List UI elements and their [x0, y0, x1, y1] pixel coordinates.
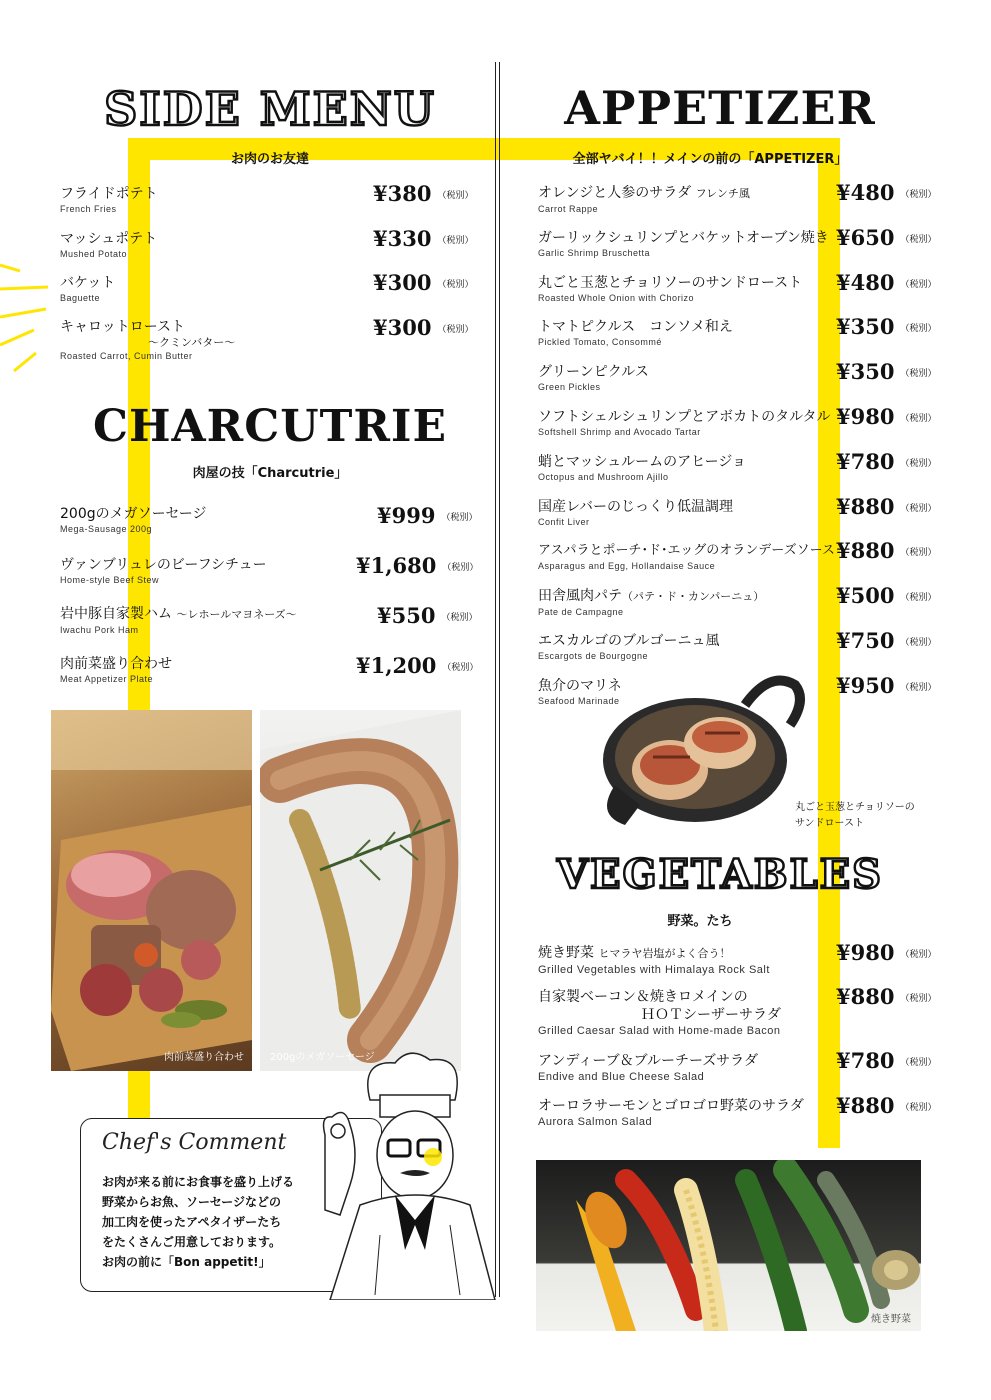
app-item-4: [538, 363, 649, 393]
app-price-5: ¥980 （税別）: [836, 404, 937, 429]
item-name: オレンジと人参のサラダ フレンチ風: [538, 185, 750, 201]
meat-plate-illustration: [51, 710, 252, 1071]
item-name: トマトピクルス コンソメ和え: [538, 319, 733, 335]
item-name-en: French Fries: [60, 204, 117, 214]
charc-item-ham: [60, 605, 297, 636]
app-item-10: [538, 632, 719, 662]
item-name-sub: ＨＯＴシーザーサラダ: [641, 1007, 781, 1023]
side-price-carrot: ¥300 （税別）: [373, 315, 474, 340]
item-name-en: Pate de Campagne: [538, 607, 624, 617]
charcutrie-title: CHARCUTRIE: [92, 401, 448, 452]
item-name: 200gのメガソーセージ: [60, 506, 207, 522]
app-item-1: [538, 229, 829, 259]
item-name-en: Iwachu Pork Ham: [60, 625, 139, 635]
item-name: 肉前菜盛り合わせ: [60, 656, 172, 672]
app-price-2: ¥480 （税別）: [836, 270, 937, 295]
meat-plate-caption: 肉前菜盛り合わせ: [164, 1052, 244, 1063]
onion-skillet-caption: [795, 800, 915, 832]
app-item-6: [538, 453, 746, 483]
veg-item-1: [538, 988, 781, 1038]
item-name: ヴァンブリュレのビーフシチュー: [60, 557, 267, 573]
item-name-en: Mushed Potato: [60, 249, 128, 259]
side-price-baguette: ¥300 （税別）: [373, 270, 474, 295]
appetizer-subtitle: 全部ヤバイ！！メインの前の「APPETIZER」: [572, 152, 848, 167]
app-price-3: ¥350 （税別）: [836, 314, 937, 339]
app-item-0: [538, 184, 750, 215]
app-item-8: [538, 542, 835, 572]
side-price-fries: ¥380 （税別）: [373, 181, 474, 206]
veg-item-3: [538, 1097, 804, 1129]
onion-skillet-photo: [595, 665, 815, 835]
chef-comment-line: をたくさんご用意しております。: [102, 1235, 282, 1249]
item-name-en: Green Pickles: [538, 382, 601, 392]
charc-price-stew: ¥1,680 （税別）: [356, 553, 479, 578]
item-name: 焼き野菜 ヒマラヤ岩塩がよく合う！: [538, 945, 731, 961]
chef-comment-title: Chef's Comment: [102, 1130, 287, 1155]
vegetables-title: VEGETABLES: [556, 851, 884, 898]
item-name: 国産レバーのじっくり低温調理: [538, 499, 734, 515]
grilled-vegetables-illustration: [536, 1160, 921, 1331]
burst-lines-decor: [0, 255, 60, 375]
item-name-en: Aurora Salmon Salad: [538, 1116, 653, 1128]
charc-price-ham: ¥550 （税別）: [377, 603, 478, 628]
item-name-en: Confit Liver: [538, 517, 590, 527]
item-name-en: Seafood Marinade: [538, 696, 620, 706]
veg-price-2: ¥780 （税別）: [836, 1048, 937, 1073]
onion-caption-line: 丸ごと玉葱とチョリソーの: [795, 802, 915, 813]
item-name: マッシュポテト: [60, 231, 158, 247]
side-item-carrot: [60, 318, 235, 362]
side-menu-title: SIDE MENU: [104, 82, 436, 136]
item-name: ガーリックシュリンプとバケットオーブン焼き: [538, 230, 829, 246]
chef-comment-line: お肉の前に「Bon appetit!」: [102, 1255, 271, 1269]
chef-comment-line: 加工肉を使ったアペタイザーたち: [102, 1215, 282, 1229]
sausage-illustration: [260, 710, 461, 1071]
item-name-en: Mega-Sausage 200g: [60, 524, 153, 534]
item-name-en: Baguette: [60, 293, 101, 303]
item-name-en: Grilled Caesar Salad with Home-made Bacon: [538, 1025, 781, 1037]
chef-illustration: [300, 1045, 500, 1300]
item-name-en: Garlic Shrimp Bruschetta: [538, 248, 651, 258]
item-name-en: Softshell Shrimp and Avocado Tartar: [538, 427, 701, 437]
vegetables-subtitle: 野菜。たち: [667, 914, 733, 929]
app-price-7: ¥880 （税別）: [836, 494, 937, 519]
sausage-caption: 200gのメガソーセージ: [270, 1052, 375, 1063]
veg-price-3: ¥880 （税別）: [836, 1093, 937, 1118]
app-price-10: ¥750 （税別）: [836, 628, 937, 653]
app-item-2: [538, 274, 802, 304]
item-name-en: Pickled Tomato, Consommé: [538, 337, 662, 347]
app-item-5: [538, 408, 831, 438]
app-price-0: ¥480 （税別）: [836, 180, 937, 205]
item-name-en: Roasted Carrot, Cumin Butter: [60, 351, 193, 361]
accent-frame-left: [128, 138, 150, 1263]
grilled-vegetables-photo: [536, 1160, 921, 1331]
item-name-en: Asparagus and Egg, Hollandaise Sauce: [538, 561, 716, 571]
item-name: 田舎風肉パテ（パテ・ド・カンパーニュ）: [538, 588, 765, 604]
app-price-4: ¥350 （税別）: [836, 359, 937, 384]
item-name-en: Carrot Rappe: [538, 204, 599, 214]
item-name: グリーンピクルス: [538, 364, 649, 380]
item-name: アスパラとポーチ･ド･エッグのオランデーズソース: [538, 543, 835, 558]
item-name-en: Endive and Blue Cheese Salad: [538, 1071, 705, 1083]
charc-item-plate: [60, 655, 172, 685]
appetizer-title: APPETIZER: [564, 81, 876, 135]
app-price-11: ¥950 （税別）: [836, 673, 937, 698]
veg-price-1: ¥880 （税別）: [836, 984, 937, 1009]
item-name: 自家製ベーコン＆焼きロメインの: [538, 989, 748, 1005]
meat-plate-photo: [51, 710, 252, 1071]
charcutrie-subtitle: 肉屋の技「Charcutrie」: [192, 466, 348, 481]
item-name: 魚介のマリネ: [538, 678, 622, 694]
charc-item-sausage: [60, 505, 207, 535]
side-price-mashed: ¥330 （税別）: [373, 226, 474, 251]
veg-item-0: [538, 944, 770, 977]
app-price-9: ¥500 （税別）: [836, 583, 937, 608]
app-price-8: ¥880 （税別）: [836, 538, 937, 563]
item-name: 岩中豚自家製ハム 〜レホールマヨネーズ〜: [60, 606, 297, 622]
side-menu-subtitle: お肉のお友達: [230, 152, 309, 167]
item-name-en: Roasted Whole Onion with Chorizo: [538, 293, 695, 303]
item-name: 蛸とマッシュルームのアヒージョ: [538, 454, 747, 470]
app-item-7: [538, 498, 733, 528]
app-item-3: [538, 318, 733, 348]
veg-price-0: ¥980 （税別）: [836, 940, 937, 965]
item-name: エスカルゴのブルゴーニュ風: [538, 633, 720, 649]
item-name: アンディーブ＆ブルーチーズサラダ: [538, 1053, 758, 1069]
app-price-1: ¥650 （税別）: [836, 225, 937, 250]
side-item-baguette: [60, 274, 115, 304]
charc-price-sausage: ¥999 （税別）: [377, 503, 478, 528]
sausage-photo: [260, 710, 461, 1071]
item-name-en: Home-style Beef Stew: [60, 575, 160, 585]
item-name: キャロットロースト: [60, 319, 186, 335]
grilled-vegetables-caption: 焼き野菜: [871, 1314, 911, 1325]
item-name: ソフトシェルシュリンプとアボカトのタルタル: [538, 409, 831, 425]
chef-comment-line: 野菜からお魚、ソーセージなどの: [102, 1195, 282, 1209]
chef-comment-text: [102, 1172, 294, 1272]
item-name: バケット: [60, 275, 116, 291]
item-name-sub: 〜クミンバター〜: [148, 336, 236, 349]
veg-item-2: [538, 1052, 758, 1084]
charc-item-stew: [60, 556, 267, 586]
side-item-mashed: [60, 230, 157, 260]
onion-caption-line: サンドロースト: [795, 818, 864, 829]
chef-comment-line: お肉が来る前にお食事を盛り上げる: [102, 1175, 295, 1189]
item-name-en: Octopus and Mushroom Ajillo: [538, 472, 669, 482]
item-name: フライドポテト: [60, 186, 158, 202]
item-name-en: Grilled Vegetables with Himalaya Rock Salt: [538, 964, 770, 976]
item-name: 丸ごと玉葱とチョリソーのサンドロースト: [538, 275, 803, 291]
charc-price-plate: ¥1,200 （税別）: [356, 653, 479, 678]
app-item-9: [538, 587, 764, 618]
item-name-en: Meat Appetizer Plate: [60, 674, 154, 684]
app-price-6: ¥780 （税別）: [836, 449, 937, 474]
item-name: オーロラサーモンとゴロゴロ野菜のサラダ: [538, 1098, 804, 1114]
side-item-fries: [60, 185, 158, 215]
item-name-en: Escargots de Bourgogne: [538, 651, 649, 661]
